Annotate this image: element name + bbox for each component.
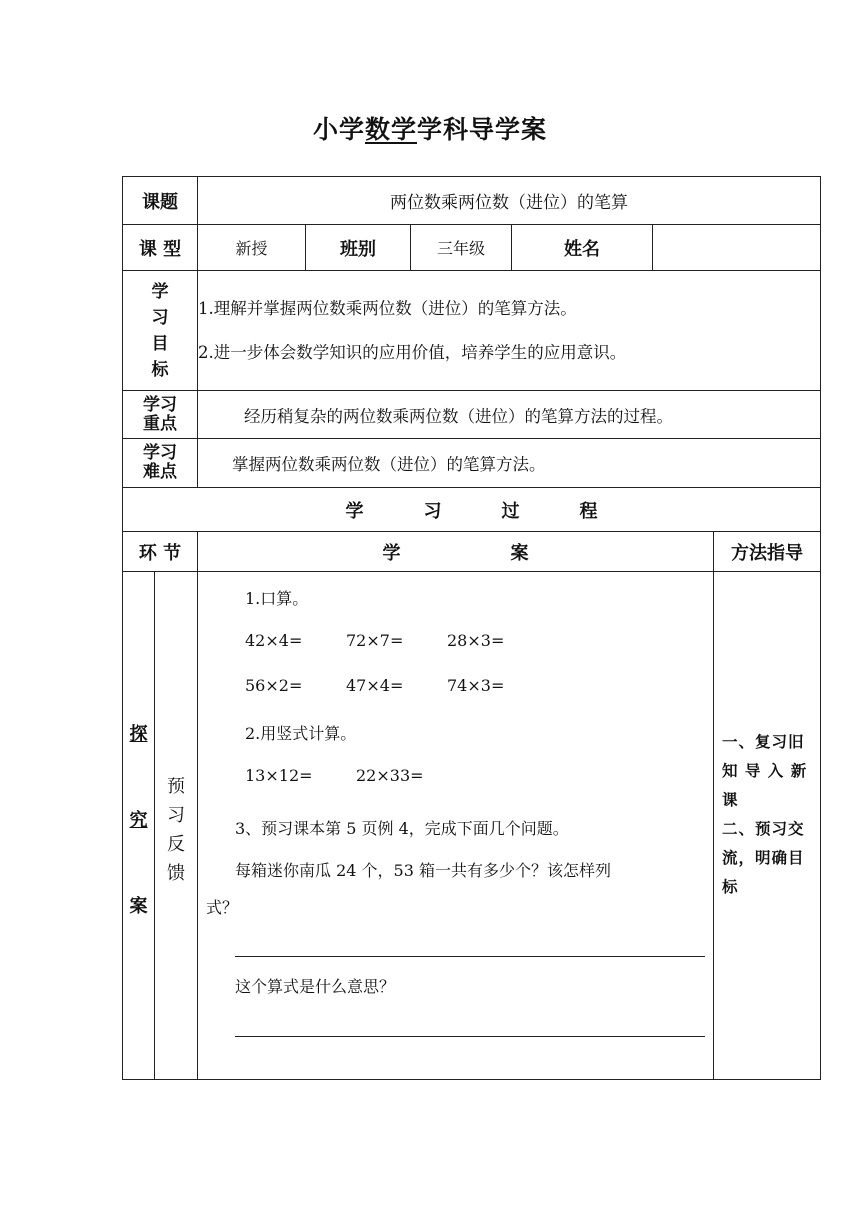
lesson-table bbox=[122, 176, 821, 1080]
type-value: 新授 bbox=[198, 225, 306, 271]
process-heading: 学 习 过 程 bbox=[123, 488, 821, 532]
calc-item: 42×4= bbox=[245, 631, 303, 650]
calc-item: 47×4= bbox=[346, 676, 404, 695]
page-title: 小学数学学科导学案 bbox=[312, 115, 548, 144]
question-2: 2.用竖式计算。 bbox=[245, 724, 357, 743]
calc-item: 22×33= bbox=[356, 766, 424, 785]
goal-item: 2.进一步体会数学知识的应用价值，培养学生的应用意识。 bbox=[198, 342, 627, 362]
key-value: 经历稍复杂的两位数乘两位数（进位）的笔算方法的过程。 bbox=[198, 391, 821, 439]
question-3: 3、预习课本第 5 页例 4，完成下面几个问题。 bbox=[235, 819, 569, 838]
question-3-text: 每箱迷你南瓜 24 个，53 箱一共有多少个？该怎样列 bbox=[235, 861, 611, 880]
method-header: 方法指导 bbox=[714, 532, 821, 572]
goal-label: 学 习 目 标 bbox=[123, 271, 198, 391]
answer-line bbox=[235, 956, 705, 957]
stage-outer: 探 究 案 bbox=[123, 572, 155, 1080]
stage-header: 环 节 bbox=[123, 532, 198, 572]
question-1: 1.口算。 bbox=[245, 589, 309, 608]
calc-item: 72×7= bbox=[346, 631, 404, 650]
name-label: 姓名 bbox=[512, 225, 653, 271]
calc-item: 13×12= bbox=[245, 766, 313, 785]
calc-item: 74×3= bbox=[447, 676, 505, 695]
difficulty-label: 学习 难点 bbox=[123, 439, 198, 488]
class-value: 三年级 bbox=[411, 225, 512, 271]
goal-item: 1.理解并掌握两位数乘两位数（进位）的笔算方法。 bbox=[198, 298, 577, 318]
key-label: 学习 重点 bbox=[123, 391, 198, 439]
question-3-text-cont: 式？ bbox=[206, 898, 239, 917]
answer-line bbox=[235, 1036, 705, 1037]
calc-item: 56×2= bbox=[245, 676, 303, 695]
plan-header: 学 案 bbox=[198, 532, 714, 572]
name-value bbox=[653, 225, 821, 271]
method-guide: 一、复习旧 知 导 入 新 课 二、预习交 流，明确目 标 bbox=[714, 572, 821, 1080]
plan-content bbox=[198, 572, 714, 1080]
goal-list bbox=[198, 271, 821, 391]
difficulty-value: 掌握两位数乘两位数（进位）的笔算方法。 bbox=[198, 439, 821, 488]
question-4: 这个算式是什么意思？ bbox=[235, 977, 396, 996]
class-label: 班别 bbox=[306, 225, 411, 271]
topic-value: 两位数乘两位数（进位）的笔算 bbox=[198, 177, 821, 225]
stage-inner: 预 习 反 馈 bbox=[155, 572, 198, 1080]
calc-item: 28×3= bbox=[447, 631, 505, 650]
topic-label: 课题 bbox=[123, 177, 198, 225]
type-label: 课 型 bbox=[123, 225, 198, 271]
